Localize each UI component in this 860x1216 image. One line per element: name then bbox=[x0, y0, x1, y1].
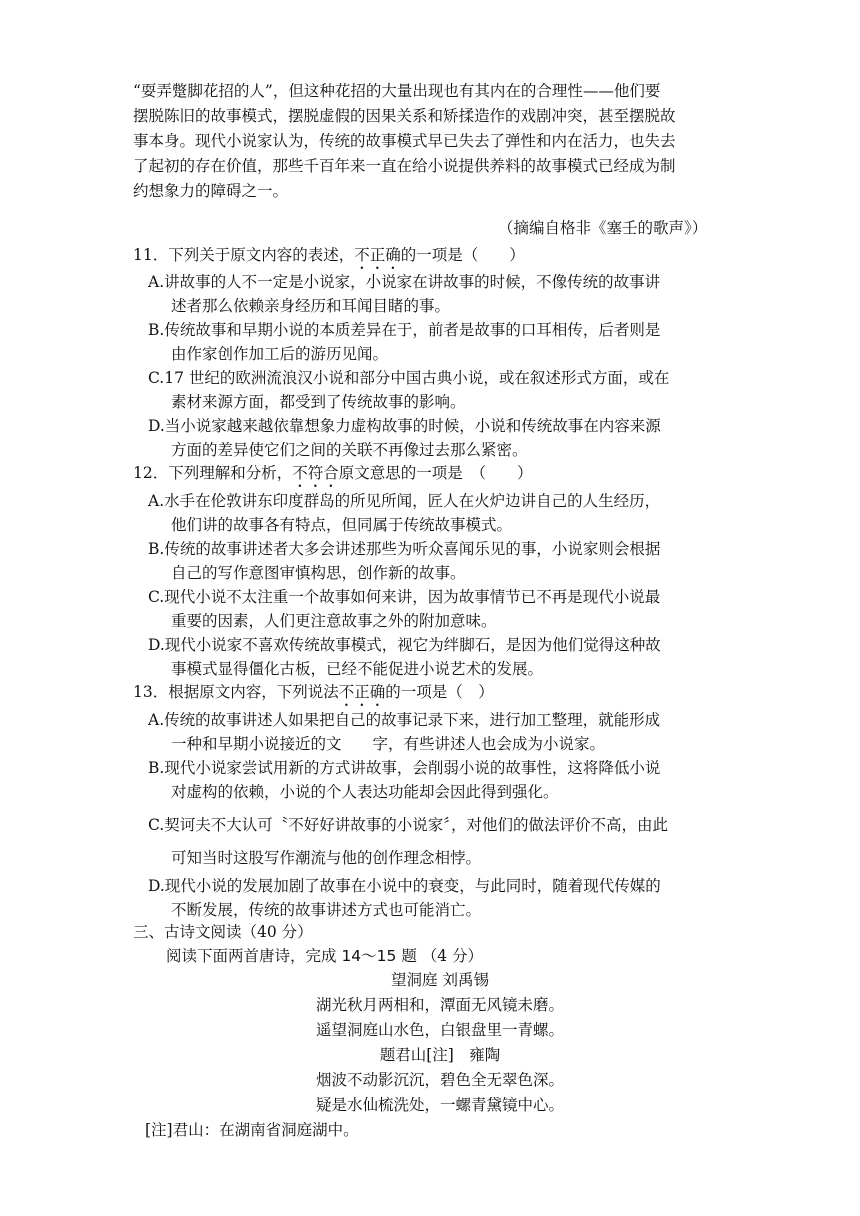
q12-suffix: 原文意思的一项是 （ ） bbox=[338, 464, 533, 482]
q13-emphasis: 不正确 bbox=[338, 683, 386, 701]
q12-option-b-line1: B.传统的故事讲述者大多会讲述那些为听众喜闻乐见的事，小说家则会根据 bbox=[148, 540, 661, 558]
passage-line-3: 事本身。现代小说家认为，传统的故事模式早已失去了弹性和内在活力，也失去 bbox=[133, 132, 676, 150]
q11-emphasis: 不正确 bbox=[354, 246, 401, 264]
q13-stem bbox=[133, 680, 494, 710]
q11-option-d-line1: D.当小说家越来越依靠想象力虚构故事的时候，小说和传统故事在内容来源 bbox=[148, 417, 661, 435]
q12-emphasis: 不符合 bbox=[292, 464, 339, 482]
q13-option-d-line2: 不断发展，传统的故事讲述方式也可能消亡。 bbox=[171, 901, 482, 919]
poem1-title: 望洞庭 刘禹锡 bbox=[391, 971, 489, 989]
q12-option-c-line1: C.现代小说不太注重一个故事如何来讲，因为故事情节已不再是现代小说最 bbox=[148, 588, 661, 606]
poem1-line-1: 湖光秋月两相和，潭面无风镜未磨。 bbox=[315, 996, 564, 1014]
q11-prefix: 11．下列关于原文内容的表述， bbox=[133, 246, 355, 264]
passage-line-2: 摆脱陈旧的故事模式，摆脱虚假的因果关系和矫揉造作的戏剧冲突，甚至摆脱故 bbox=[133, 107, 676, 125]
q11-option-a-line1: A.讲故事的人不一定是小说家，小说家在讲故事的时候，不像传统的故事讲 bbox=[148, 273, 661, 291]
q12-option-c-line2: 重要的因素，人们更注意故事之外的附加意味。 bbox=[171, 612, 497, 630]
section3-intro bbox=[166, 944, 483, 966]
annotation-note: [注]君山：在湖南省洞庭湖中。 bbox=[145, 1121, 359, 1139]
q13-option-c-line2: 可知当时这股写作潮流与他的创作理念相悖。 bbox=[171, 849, 482, 867]
q13-option-a-line1: A.传统的故事讲述人如果把自己的故事记录下来，进行加工整理，就能形成 bbox=[148, 711, 661, 729]
q12-option-b-line2: 自己的写作意图审慎构思，创作新的故事。 bbox=[171, 564, 466, 582]
q11-option-c-line2: 素材来源方面，都受到了传统故事的影响。 bbox=[171, 393, 466, 411]
q11-option-d-line2: 方面的差异使它们之间的关联不再像过去那么紧密。 bbox=[171, 441, 528, 459]
q11-option-a-line2: 述者那么依赖亲身经历和耳闻目睹的事。 bbox=[171, 297, 451, 315]
section3-intro-b: 题 （4 分） bbox=[396, 947, 484, 965]
section3-intro-range: 14～15 bbox=[341, 947, 397, 965]
poem2-line-1: 烟波不动影沉沉，碧色全无翠色深。 bbox=[315, 1071, 564, 1089]
poem1-line-2: 遥望洞庭山水色，白银盘里一青螺。 bbox=[315, 1021, 564, 1039]
passage-line-4: 了起初的存在价值，那些千百年来一直在给小说提供养料的故事模式已经成为制 bbox=[133, 157, 676, 175]
q11-option-c-line1: C.17 世纪的欧洲流浪汉小说和部分中国古典小说，或在叙述形式方面，或在 bbox=[148, 369, 670, 387]
q12-option-d-line1: D.现代小说家不喜欢传统故事模式，视它为绊脚石，是因为他们觉得这种故 bbox=[148, 636, 661, 654]
q12-option-a-line1: A.水手在伦敦讲东印度群岛的所见所闻，匠人在火炉边讲自己的人生经历， bbox=[148, 492, 661, 510]
q12-option-d-line2: 事模式显得僵化古板，已经不能促进小说艺术的发展。 bbox=[171, 660, 544, 678]
q12-prefix: 12．下列理解和分析， bbox=[133, 464, 293, 482]
q12-stem bbox=[133, 461, 533, 491]
q12-option-a-line2: 他们讲的故事各有特点，但同属于传统故事模式。 bbox=[171, 516, 513, 534]
passage-source: （摘编自格非《塞壬的歌声》） bbox=[498, 219, 708, 237]
q13-option-c-line1: C.契诃夫不大认可〝不好好讲故事的小说家〞，对他们的做法评价不高，由此 bbox=[148, 816, 668, 834]
section3-heading: 三、古诗文阅读（40 分） bbox=[133, 923, 313, 941]
q11-suffix: 的一项是（ ） bbox=[400, 246, 525, 264]
passage-line-1: “耍弄蹩脚花招的人”，但这种花招的大量出现也有其内在的合理性——他们要 bbox=[133, 82, 661, 100]
q13-option-a-line2: 一种和早期小说接近的文 字，有些讲述人也会成为小说家。 bbox=[171, 735, 606, 753]
q11-stem bbox=[133, 243, 525, 273]
q13-prefix: 13．根据原文内容，下列说法 bbox=[133, 683, 339, 701]
q11-option-b-line2: 由作家创作加工后的游历见闻。 bbox=[171, 345, 389, 363]
q13-suffix: 的一项是（ ） bbox=[385, 683, 494, 701]
q13-option-b-line2: 对虚构的依赖，小说的个人表达功能却会因此得到强化。 bbox=[171, 783, 559, 801]
q11-option-b-line1: B.传统故事和早期小说的本质差异在于，前者是故事的口耳相传，后者则是 bbox=[148, 321, 661, 339]
poem2-title: 题君山[注] 雍陶 bbox=[379, 1046, 501, 1064]
passage-line-5: 约想象力的障碍之一。 bbox=[133, 182, 289, 200]
q13-option-b-line1: B.现代小说家尝试用新的方式讲故事，会削弱小说的故事性，这将降低小说 bbox=[148, 759, 661, 777]
section3-intro-a: 阅读下面两首唐诗，完成 bbox=[166, 947, 342, 965]
q13-option-d-line1: D.现代小说的发展加剧了故事在小说中的衰变，与此同时，随着现代传媒的 bbox=[148, 877, 661, 895]
poem2-line-2: 疑是水仙梳洗处，一螺青黛镜中心。 bbox=[315, 1096, 564, 1114]
